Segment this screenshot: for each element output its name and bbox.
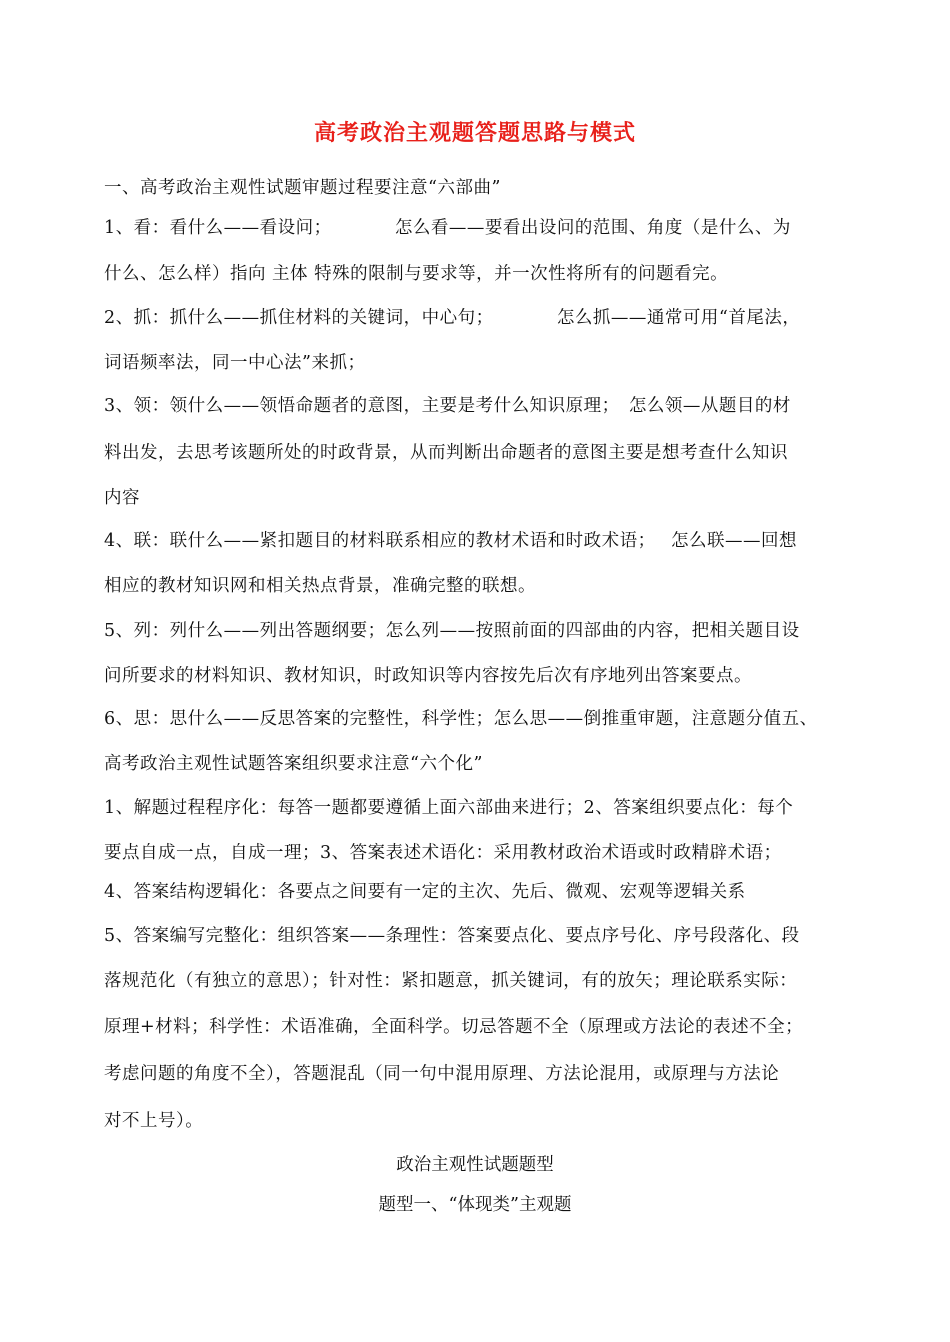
text-line: 5、答案编写完整化：组织答案——条理性：答案要点化、要点序号化、序号段落化、段 bbox=[104, 926, 800, 946]
section-heading: 政治主观性试题题型 bbox=[396, 1155, 554, 1175]
text-line: 2、抓：抓什么——抓住材料的关键词，中心句； 怎么抓——通常可用“首尾法， bbox=[104, 308, 801, 328]
text-line: 6、思：思什么——反思答案的完整性，科学性；怎么思——倒推重审题，注意题分值五、 bbox=[104, 709, 818, 729]
text-line: 内容 bbox=[104, 488, 140, 508]
text-line: 要点自成一点，自成一理；3、答案表述术语化：采用教材政治术语或时政精辟术语； bbox=[104, 843, 782, 863]
text-line: 什么、怎么样）指向 主体 特殊的限制与要求等，并一次性将所有的问题看完。 bbox=[104, 264, 729, 284]
text-line: 落规范化（有独立的意思）；针对性：紧扣题意，抓关键词，有的放矢；理论联系实际： bbox=[104, 971, 798, 991]
text-line: 相应的教材知识网和相关热点背景，准确完整的联想。 bbox=[104, 576, 536, 596]
text-line: 1、看：看什么——看设问； 怎么看——要看出设问的范围、角度（是什么、为 bbox=[104, 218, 791, 238]
text-line: 料出发，去思考该题所处的时政背景，从而判断出命题者的意图主要是想考查什么知识 bbox=[104, 443, 788, 463]
subsection-heading: 题型一、“体现类”主观题 bbox=[378, 1195, 572, 1215]
text-line: 高考政治主观性试题答案组织要求注意“六个化” bbox=[104, 754, 483, 774]
text-line: 3、领：领什么——领悟命题者的意图，主要是考什么知识原理； 怎么领—从题目的材 bbox=[104, 396, 791, 416]
text-line: 一、高考政治主观性试题审题过程要注意“六部曲” bbox=[104, 178, 501, 198]
text-line: 原理+材料；科学性：术语准确，全面科学。切忌答题不全（原理或方法论的表述不全； bbox=[104, 1017, 804, 1037]
text-line: 4、联：联什么——紧扣题目的材料联系相应的教材术语和时政术语； 怎么联——回想 bbox=[104, 531, 797, 551]
text-line: 考虑问题的角度不全），答题混乱（同一句中混用原理、方法论混用，或原理与方法论 bbox=[104, 1064, 780, 1084]
text-line: 1、解题过程程序化：每答一题都要遵循上面六部曲来进行；2、答案组织要点化：每个 bbox=[104, 798, 794, 818]
text-line: 对不上号）。 bbox=[104, 1111, 204, 1131]
text-line: 4、答案结构逻辑化：各要点之间要有一定的主次、先后、微观、宏观等逻辑关系 bbox=[104, 882, 746, 902]
document-title: 高考政治主观题答题思路与模式 bbox=[313, 120, 636, 146]
text-line: 词语频率法，同一中心法”来抓； bbox=[104, 353, 366, 373]
text-line: 问所要求的材料知识、教材知识，时政知识等内容按先后次有序地列出答案要点。 bbox=[104, 666, 752, 686]
text-line: 5、列：列什么——列出答题纲要；怎么列——按照前面的四部曲的内容，把相关题目设 bbox=[104, 621, 800, 641]
